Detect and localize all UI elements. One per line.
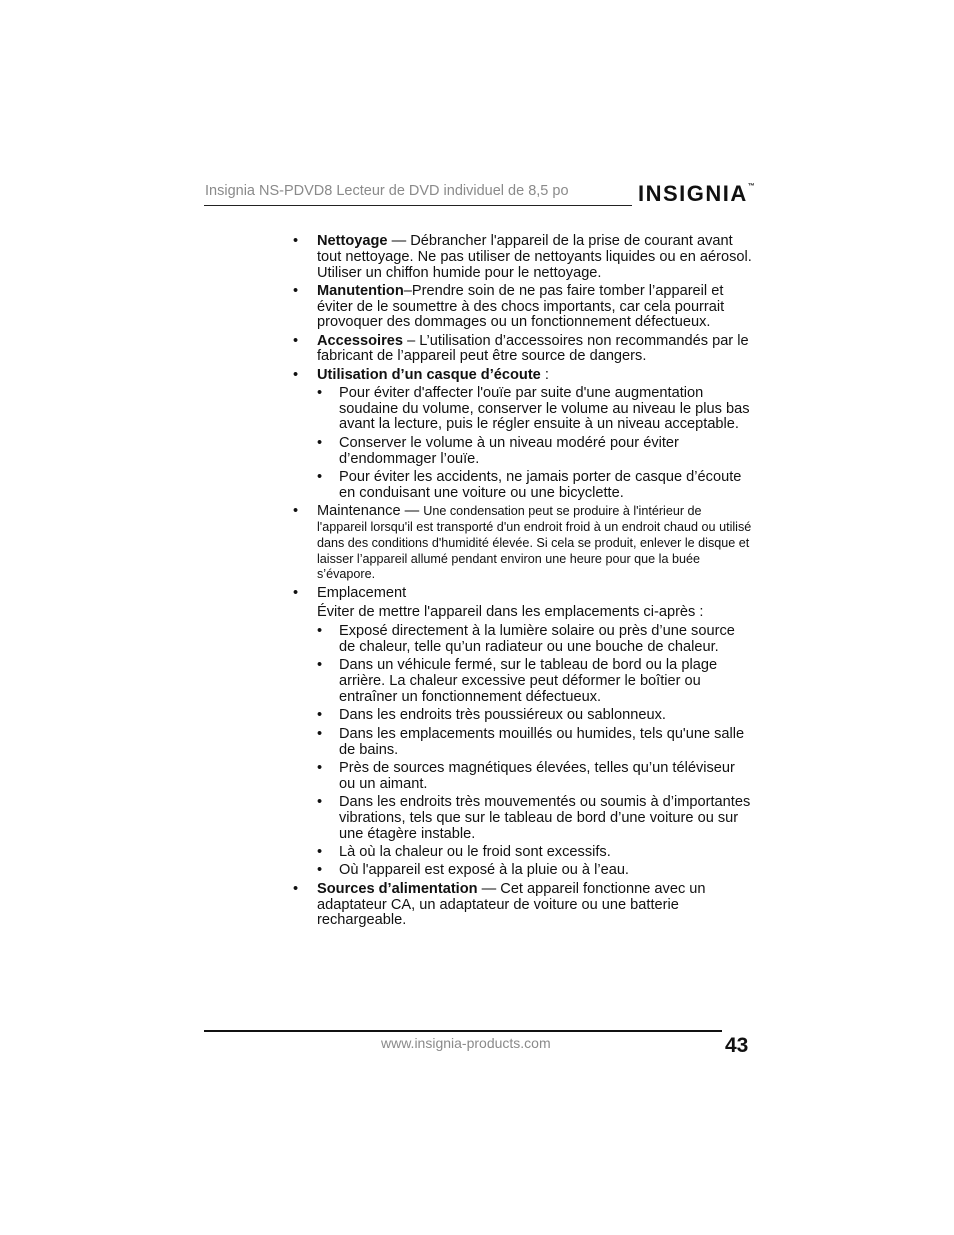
- sublist-item: • Pour éviter les accidents, ne jamais porter de casque d’écoute en conduisant une voiture ou une bicyclette.: [317, 470, 754, 502]
- sublist-item: • Près de sources magnétiques élevées, telles qu’un téléviseur ou un aimant.: [317, 761, 754, 793]
- sublist-item: • Pour éviter d'affecter l'ouïe par suite d'une augmentation soudaine du volume, conserver le volume au niveau le plus bas avant la lecture, puis le régler ensuite à un niveau acceptable.: [317, 386, 754, 433]
- emplacement-intro: Éviter de mettre l'appareil dans les emplacements ci-après :: [317, 604, 704, 621]
- item-text: –Prendre soin de ne pas faire tomber l’appareil et éviter de le soumettre à des chocs importants, car cela pourrait provoquer des dommages ou un fonctionnement défectueux.: [317, 282, 725, 331]
- list-item-emplacement: [292, 586, 754, 880]
- sublist-item: • Dans les emplacements mouillés ou humides, tels qu'une salle de bains.: [317, 727, 754, 759]
- item-text: Une condensation peut se produire à l'intérieur de l'appareil lorsqu'il est transporté d'un endroit froid à un endroit chaud ou utilisé dans des conditions d'humidité élevée. Si cela se produit, enlever le disque et laisser l’appareil allumé pendant environ une heure pour que la buée s’évapore.: [317, 504, 752, 582]
- item-label: Accessoires: [317, 332, 404, 349]
- item-label: Emplacement: [317, 584, 407, 601]
- item-dash: —: [400, 503, 424, 520]
- insignia-logo: [638, 181, 755, 207]
- page-number: 43: [725, 1034, 749, 1057]
- item-label: Sources d’alimentation: [317, 880, 478, 897]
- sublist-item: • Dans les endroits très mouvementés ou soumis à d’importantes vibrations, tels que sur le tableau de bord d’une voiture ou sur une étagère instable.: [317, 795, 754, 842]
- sublist-item: • Exposé directement à la lumière solaire ou près d’une source de chaleur, telle qu’un radiateur ou une bouche de chaleur.: [317, 624, 754, 656]
- item-label: Manutention: [317, 282, 404, 299]
- list-item-alimentation: [292, 882, 754, 929]
- item-text: — Cet appareil fonctionne avec un adaptateur CA, un adaptateur de voiture ou une batterie rechargeable.: [317, 880, 706, 929]
- header-rule: [204, 205, 632, 206]
- item-text: – L’utilisation d’accessoires non recommandés par le fabricant de l’appareil peut être source de dangers.: [317, 332, 749, 365]
- list-item-casque: [292, 368, 754, 502]
- item-label: Maintenance: [317, 503, 401, 520]
- sublist-item: • Dans les endroits très poussiéreux ou sablonneux.: [317, 708, 754, 724]
- list-item-accessoires: [292, 334, 754, 366]
- item-label: Nettoyage: [317, 233, 388, 249]
- item-label: Utilisation d’un casque d’écoute: [317, 366, 541, 383]
- footer-rule: [204, 1030, 722, 1032]
- header-title: Insignia NS-PDVD8 Lecteur de DVD individuel de 8,5 po: [205, 183, 569, 199]
- sublist-item: • Où l'appareil est exposé à la pluie ou à l’eau.: [317, 863, 754, 879]
- emplacement-sublist: [317, 624, 754, 879]
- item-text: — Débrancher l'appareil de la prise de courant avant tout nettoyage. Ne pas utiliser de nettoyants liquides ou en aérosol. Utiliser un chiffon humide pour le nettoyage.: [317, 233, 752, 281]
- trademark-mark: ™: [747, 183, 755, 190]
- footer-url: www.insignia-products.com: [381, 1035, 551, 1051]
- brand-name: INSIGNIA: [638, 181, 748, 206]
- item-text: :: [540, 366, 549, 383]
- safety-content: [292, 234, 754, 932]
- list-item-manutention: [292, 284, 754, 331]
- safety-list: [292, 234, 754, 929]
- sublist-item: • Là où la chaleur ou le froid sont excessifs.: [317, 845, 754, 861]
- sublist-item: • Conserver le volume à un niveau modéré pour éviter d’endommager l’ouïe.: [317, 436, 754, 468]
- list-item-maintenance: [292, 504, 754, 583]
- list-item-nettoyage: [292, 234, 754, 281]
- sublist-item: • Dans un véhicule fermé, sur le tableau de bord ou la plage arrière. La chaleur excessive peut déformer le boîtier ou entraîner un fonctionnement défectueux.: [317, 658, 754, 705]
- casque-sublist: [317, 386, 754, 502]
